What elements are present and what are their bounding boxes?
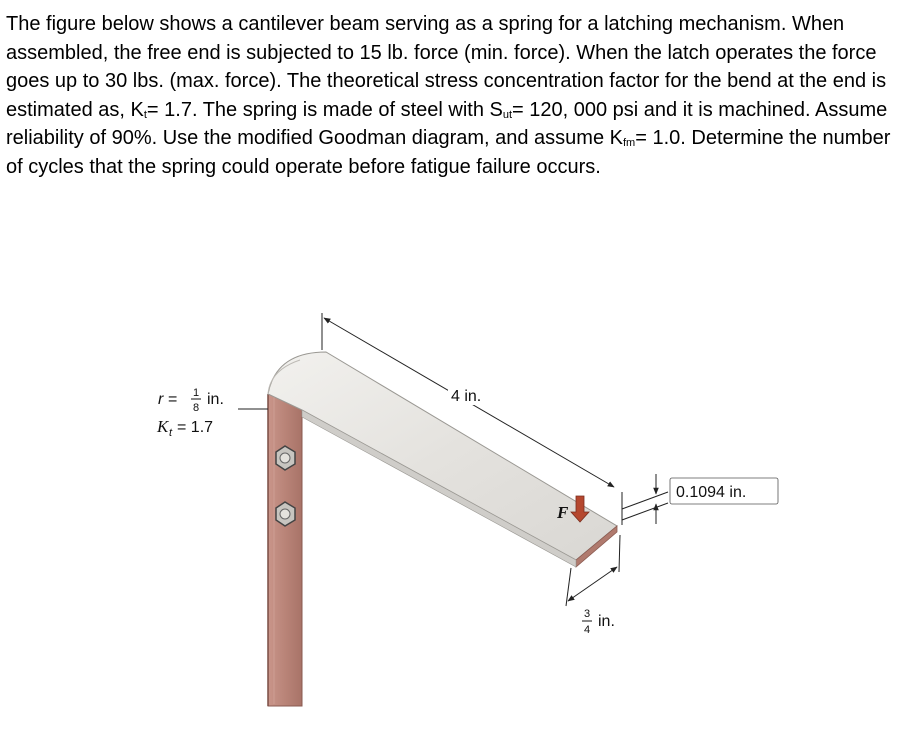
sut-subscript: ut: [502, 108, 513, 121]
radius-numerator: 1: [192, 387, 200, 399]
width-denominator: 4: [583, 624, 591, 636]
length-label: 4 in.: [451, 388, 482, 405]
beam-body: [268, 352, 617, 567]
radius-annotation: [156, 387, 268, 439]
kt-subscript: t: [143, 108, 147, 121]
radius-denominator: 8: [192, 402, 200, 414]
radius-prefix: r =: [158, 391, 178, 408]
kfm-subscript: fm: [622, 137, 636, 149]
problem-text-1: The figure below shows a cantilever beam serving as a spring for a latching mechanism. When assembled, the free end is subjected to 15 lb. force (min. force). When the latch operates the force goes up to 30 lbs. (max. force). The theoretical stress concentration factor for the bend at the end is estimated as, K: [6, 13, 887, 121]
width-unit: in.: [598, 613, 615, 630]
kt-label-subscript: t: [169, 427, 173, 439]
force-label: F: [557, 503, 569, 522]
thickness-dimension: [622, 474, 778, 524]
bolt-lower: [276, 502, 295, 526]
mounting-post: [268, 378, 302, 706]
problem-text-3: = 120, 000 psi and it is machined. Assume reliability of 90%. Use the modified Goodman diagram, and assume K: [6, 98, 888, 149]
radius-unit: in.: [207, 391, 224, 408]
width-numerator: 3: [583, 608, 591, 620]
problem-text-4: = 1.0. Determine the number of cycles that the spring could operate before fatigue failure occurs.: [6, 127, 891, 178]
thickness-label: 0.1094 in.: [676, 484, 747, 501]
kt-value: = 1.7: [177, 419, 214, 436]
bolt-upper: [276, 446, 295, 470]
problem-text-2: = 1.7. The spring is made of steel with S: [146, 98, 503, 121]
kt-label: K: [157, 417, 169, 436]
